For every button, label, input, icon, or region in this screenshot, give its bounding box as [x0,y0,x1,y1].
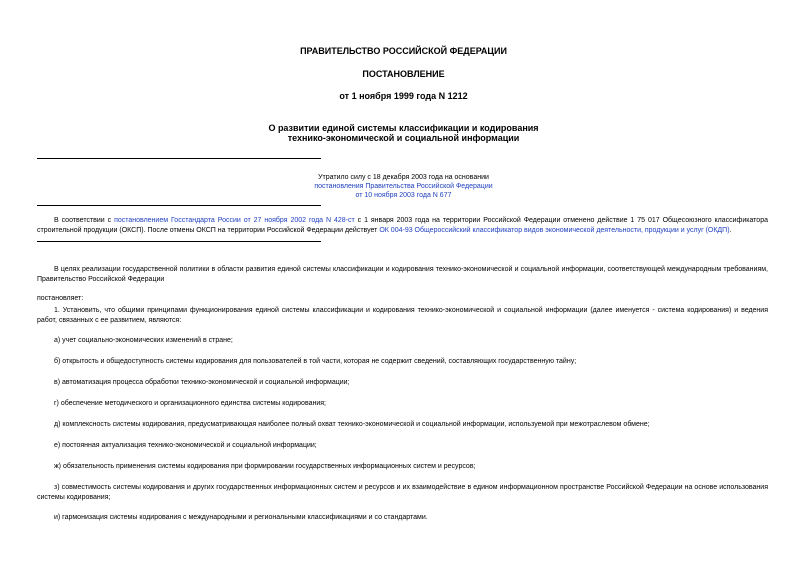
repeal-decree-link[interactable]: постановления Правительства Российской Федерации [314,183,493,190]
document-type-heading: ПОСТАНОВЛЕНИЕ [362,69,445,79]
document-title-line-1: О развитии единой системы классификации и кодирования [268,123,539,133]
document-date-number: от 1 ноября 1999 года N 1212 [339,91,468,101]
repeal-decree-date-link[interactable]: от 10 ноября 2003 года N 677 [355,192,452,199]
status-note-line-1: Утратило силу с 18 декабря 2003 года на основании [318,174,489,181]
intro-paragraph: В целях реализации государственной политики в области развития единой системы классификации и кодирования технико-экономической и социальной информации, соответствующей международным требованиям, Правительство Российской Федерации [37,266,768,283]
principle-zh: ж) обязательность применения системы кодирования при формировании государственных информационных систем и ресурсов; [54,463,476,470]
principle-v: в) автоматизация процесса обработки технико-экономической и социальной информации; [54,379,350,386]
principle-z: з) совместимость системы кодирования и других государственных информационных систем и ресурсов и их взаимодействие в едином информационном пространстве Российской Федерации на основе использования системы кодирования; [37,484,768,501]
separator-rule [37,205,321,206]
separator-rule [37,158,321,159]
government-heading: ПРАВИТЕЛЬСТВО РОССИЙСКОЙ ФЕДЕРАЦИИ [300,46,507,56]
principle-i: и) гармонизация системы кодирования с международными и региональными классификациями и со стандартами. [54,514,428,521]
editorial-note [37,216,768,236]
item-1-paragraph: 1. Установить, что общими принципами функционирования единой системы классификации и кодирования технико-экономической и социальной информации (далее именуется - система кодирования) и ведения работ, связанных с ее развитием, являются: [37,307,768,324]
editorial-note-text: с 1 января 2003 года на территории Российской Федерации отменено действие 1 75 017 Общесоюзного классификатора строительной продукции (ОКСП). После отмены ОКСП на территории Российской Федерации действует [37,217,768,234]
okdp-classifier-link[interactable]: ОК 004-93 Общероссийский классификатор видов экономической деятельности, продукции и услуг (ОКДП) [379,227,730,234]
principle-d: д) комплексность системы кодирования, предусматривающая наиболее полный охват технико-экономической и социальной информации, используемой при межотраслевом обмене; [54,421,650,428]
status-note-line-3 [0,190,807,201]
editorial-note-text: В соответствии с [54,217,115,224]
principle-a: а) учет социально-экономических изменений в стране; [54,337,233,344]
gosstandart-resolution-link[interactable]: постановлением Госстандарта России от 27 ноября 2002 года N 428-ст [114,217,355,224]
document-title-line-2: технико-экономической и социальной информации [287,133,520,143]
editorial-note-text: . [729,227,732,234]
separator-rule [37,241,321,242]
decree-word: постановляет: [37,295,84,302]
principle-e: е) постоянная актуализация технико-экономической и социальной информации; [54,442,317,449]
principle-g: г) обеспечение методического и организационного единства системы кодирования; [54,400,326,407]
principle-b: б) открытость и общедоступность системы кодирования для пользователей в той части, которая не содержит сведений, составляющих государственную тайну; [54,358,577,365]
